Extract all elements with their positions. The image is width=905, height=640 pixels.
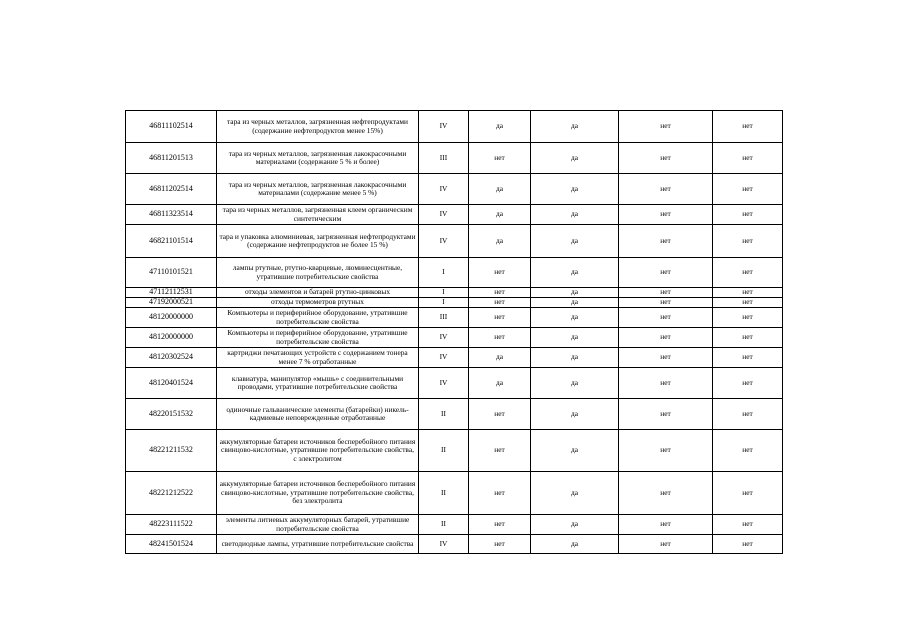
hazard-class-cell: IV [419, 174, 469, 205]
flag-cell-2: да [531, 515, 619, 535]
table-row [126, 225, 783, 258]
waste-code-cell: 48120401524 [126, 368, 217, 399]
flag-cell-2: да [531, 308, 619, 328]
table-row [126, 174, 783, 205]
flag-cell-1: да [469, 348, 531, 368]
hazard-class-cell: IV [419, 205, 469, 225]
flag-cell-2: да [531, 348, 619, 368]
flag-cell-4: нет [713, 258, 783, 288]
flag-cell-3: нет [619, 399, 713, 430]
hazard-class-cell: IV [419, 535, 469, 554]
table-row [126, 472, 783, 515]
flag-cell-1: нет [469, 308, 531, 328]
flag-cell-3: нет [619, 258, 713, 288]
table-row [126, 288, 783, 298]
hazard-class-cell: IV [419, 368, 469, 399]
waste-name-cell: клавиатура, манипулятор «мышь» с соединительными проводами, утратившие потребительские свойства [217, 368, 419, 399]
flag-cell-1: нет [469, 430, 531, 472]
table-row [126, 258, 783, 288]
hazard-class-cell: II [419, 399, 469, 430]
flag-cell-4: нет [713, 174, 783, 205]
waste-code-cell: 48221212522 [126, 472, 217, 515]
waste-code-cell: 46811202514 [126, 174, 217, 205]
waste-name-cell: тара из черных металлов, загрязненная лакокрасочными материалами (содержание 5 % и более) [217, 143, 419, 174]
flag-cell-4: нет [713, 515, 783, 535]
flag-cell-1: да [469, 225, 531, 258]
table-row [126, 515, 783, 535]
flag-cell-4: нет [713, 143, 783, 174]
waste-code-cell: 46811102514 [126, 111, 217, 143]
waste-name-cell: Компьютеры и периферийное оборудование, утратившие потребительские свойства [217, 308, 419, 328]
flag-cell-3: нет [619, 205, 713, 225]
flag-cell-4: нет [713, 430, 783, 472]
hazard-class-cell: IV [419, 111, 469, 143]
waste-name-cell: светодиодные лампы, утратившие потребительские свойства [217, 535, 419, 554]
waste-name-cell: тара из черных металлов, загрязненная нефтепродуктами (содержание нефтепродуктов менее 15%) [217, 111, 419, 143]
flag-cell-4: нет [713, 399, 783, 430]
waste-name-cell: одиночные гальванические элементы (батарейки) никель-кадмиевые неповрежденные отработанные [217, 399, 419, 430]
flag-cell-1: да [469, 205, 531, 225]
flag-cell-3: нет [619, 535, 713, 554]
flag-cell-2: да [531, 472, 619, 515]
waste-code-cell: 46811323514 [126, 205, 217, 225]
flag-cell-4: нет [713, 348, 783, 368]
flag-cell-3: нет [619, 225, 713, 258]
flag-cell-2: да [531, 298, 619, 308]
waste-name-cell: тара из черных металлов, загрязненная лакокрасочными материалами (содержание менее 5 %) [217, 174, 419, 205]
table-row [126, 111, 783, 143]
flag-cell-1: нет [469, 258, 531, 288]
flag-cell-2: да [531, 430, 619, 472]
waste-name-cell: отходы термометров ртутных [217, 298, 419, 308]
waste-code-cell: 46811201513 [126, 143, 217, 174]
flag-cell-3: нет [619, 368, 713, 399]
flag-cell-2: да [531, 368, 619, 399]
hazard-class-cell: IV [419, 225, 469, 258]
waste-code-cell: 48120000000 [126, 328, 217, 348]
hazard-class-cell: I [419, 288, 469, 298]
waste-code-cell: 48223111522 [126, 515, 217, 535]
flag-cell-1: нет [469, 399, 531, 430]
waste-code-cell: 48220151532 [126, 399, 217, 430]
waste-name-cell: Компьютеры и периферийное оборудование, утратившие потребительские свойства [217, 328, 419, 348]
hazard-class-cell: IV [419, 328, 469, 348]
flag-cell-2: да [531, 225, 619, 258]
flag-cell-4: нет [713, 308, 783, 328]
flag-cell-1: нет [469, 288, 531, 298]
flag-cell-4: нет [713, 368, 783, 399]
waste-name-cell: аккумуляторные батареи источников бесперебойного питания свинцово-кислотные, утратившие потребительские свойства, без электролита [217, 472, 419, 515]
flag-cell-2: да [531, 328, 619, 348]
table-row [126, 328, 783, 348]
flag-cell-3: нет [619, 288, 713, 298]
flag-cell-1: нет [469, 328, 531, 348]
table-row [126, 399, 783, 430]
waste-name-cell: аккумуляторные батареи источников бесперебойного питания свинцово-кислотные, утратившие потребительские свойства, с электролитом [217, 430, 419, 472]
flag-cell-1: нет [469, 472, 531, 515]
waste-name-cell: картриджи печатающих устройств с содержанием тонера менее 7 % отработанные [217, 348, 419, 368]
table-row [126, 205, 783, 225]
flag-cell-2: да [531, 111, 619, 143]
flag-cell-4: нет [713, 535, 783, 554]
flag-cell-2: да [531, 258, 619, 288]
hazard-class-cell: I [419, 258, 469, 288]
flag-cell-3: нет [619, 430, 713, 472]
hazard-class-cell: III [419, 308, 469, 328]
table-row [126, 430, 783, 472]
hazard-class-cell: III [419, 143, 469, 174]
waste-code-cell: 48120302524 [126, 348, 217, 368]
flag-cell-3: нет [619, 472, 713, 515]
table-row [126, 308, 783, 328]
hazard-class-cell: II [419, 515, 469, 535]
hazard-class-cell: IV [419, 348, 469, 368]
flag-cell-3: нет [619, 328, 713, 348]
flag-cell-3: нет [619, 348, 713, 368]
waste-table [125, 110, 783, 554]
flag-cell-4: нет [713, 205, 783, 225]
flag-cell-4: нет [713, 225, 783, 258]
flag-cell-1: нет [469, 515, 531, 535]
flag-cell-4: нет [713, 288, 783, 298]
flag-cell-3: нет [619, 515, 713, 535]
flag-cell-1: да [469, 111, 531, 143]
flag-cell-2: да [531, 288, 619, 298]
table-row [126, 368, 783, 399]
flag-cell-3: нет [619, 174, 713, 205]
flag-cell-2: да [531, 174, 619, 205]
flag-cell-4: нет [713, 328, 783, 348]
flag-cell-1: да [469, 174, 531, 205]
waste-code-cell: 48120000000 [126, 308, 217, 328]
waste-table-body [126, 111, 783, 554]
waste-name-cell: тара и упаковка алюминиевая, загрязненная нефтепродуктами (содержание нефтепродуктов не более 15 %) [217, 225, 419, 258]
waste-code-cell: 48241501524 [126, 535, 217, 554]
waste-code-cell: 46821101514 [126, 225, 217, 258]
flag-cell-3: нет [619, 143, 713, 174]
waste-name-cell: отходы элементов и батарей ртутно-цинковых [217, 288, 419, 298]
waste-code-cell: 47110101521 [126, 258, 217, 288]
waste-code-cell: 47112112531 [126, 288, 217, 298]
flag-cell-3: нет [619, 308, 713, 328]
flag-cell-2: да [531, 535, 619, 554]
hazard-class-cell: II [419, 430, 469, 472]
table-row [126, 535, 783, 554]
flag-cell-4: нет [713, 298, 783, 308]
flag-cell-1: да [469, 368, 531, 399]
flag-cell-2: да [531, 143, 619, 174]
waste-code-cell: 47192000521 [126, 298, 217, 308]
waste-name-cell: тара из черных металлов, загрязненная клеем органическим синтетическим [217, 205, 419, 225]
table-row [126, 143, 783, 174]
flag-cell-4: нет [713, 472, 783, 515]
flag-cell-1: нет [469, 298, 531, 308]
table-row [126, 348, 783, 368]
hazard-class-cell: I [419, 298, 469, 308]
waste-name-cell: элементы литиевых аккумуляторных батарей, утратившие потребительские свойства [217, 515, 419, 535]
flag-cell-3: нет [619, 111, 713, 143]
flag-cell-3: нет [619, 298, 713, 308]
flag-cell-2: да [531, 205, 619, 225]
flag-cell-1: нет [469, 143, 531, 174]
hazard-class-cell: II [419, 472, 469, 515]
table-row [126, 298, 783, 308]
waste-name-cell: лампы ртутные, ртутно-кварцевые, люминесцентные, утратившие потребительские свойства [217, 258, 419, 288]
waste-code-cell: 48221211532 [126, 430, 217, 472]
flag-cell-2: да [531, 399, 619, 430]
flag-cell-4: нет [713, 111, 783, 143]
flag-cell-1: нет [469, 535, 531, 554]
